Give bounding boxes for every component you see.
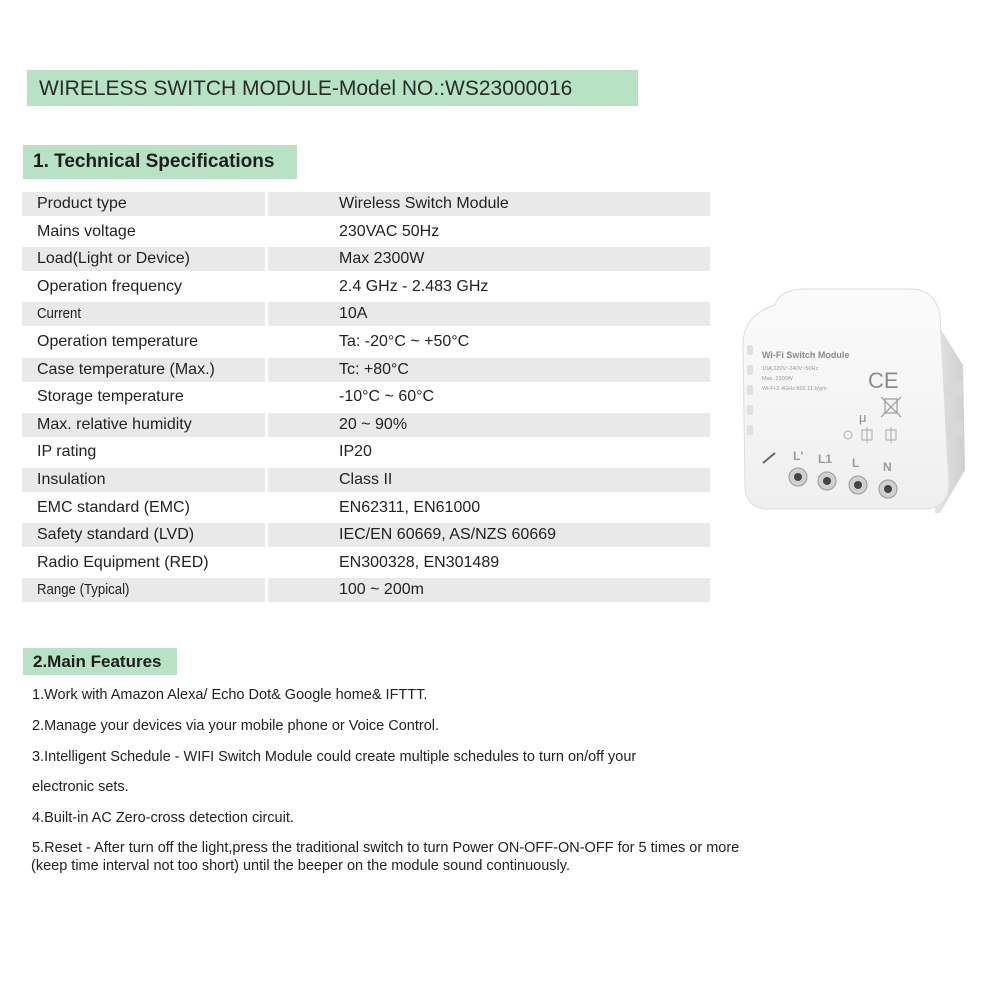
feature-item: 1.Work with Amazon Alexa/ Echo Dot& Google home& IFTTT.	[32, 687, 428, 703]
spec-label-cell	[22, 413, 265, 437]
spec-label: IP rating	[37, 443, 97, 461]
spec-value-cell	[268, 551, 710, 575]
spec-row	[22, 218, 710, 246]
spec-value: 100 ~ 200m	[339, 581, 424, 599]
mu-mark-icon: μ	[859, 410, 867, 425]
spec-row	[22, 549, 710, 577]
section-heading-text: 1. Technical Specifications	[33, 151, 275, 172]
spec-row	[22, 576, 710, 604]
spec-value-cell	[268, 385, 710, 409]
spec-value: IEC/EN 60669, AS/NZS 60669	[339, 526, 557, 544]
spec-label-cell	[22, 302, 265, 326]
spec-row	[22, 466, 710, 494]
spec-label: Case temperature (Max.)	[37, 360, 215, 378]
page-title: WIRELESS SWITCH MODULE-Model NO.:WS23000016	[39, 77, 573, 100]
spec-value-cell	[268, 192, 710, 216]
spec-row	[22, 438, 710, 466]
spec-label-cell	[22, 578, 265, 602]
spec-label-cell	[22, 523, 265, 547]
spec-label-cell	[22, 247, 265, 271]
spec-label-cell	[22, 275, 265, 299]
spec-label: Load(Light or Device)	[37, 250, 190, 268]
spec-label-cell	[22, 440, 265, 464]
section-heading-text: 2.Main Features	[33, 652, 162, 671]
section-technical-specifications-heading	[23, 145, 297, 179]
spec-value: Max 2300W	[339, 250, 425, 268]
spec-row	[22, 411, 710, 439]
spec-value-cell	[268, 440, 710, 464]
spec-row	[22, 273, 710, 301]
spec-label-cell	[22, 468, 265, 492]
spec-value-cell	[268, 496, 710, 520]
spec-row	[22, 383, 710, 411]
device-label-line3: Wi-Fi 2.4GHz 802.11 b/g/n	[762, 386, 827, 392]
spec-label: Product type	[37, 195, 127, 212]
spec-value: 2.4 GHz - 2.483 GHz	[339, 277, 489, 295]
spec-value: EN62311, EN61000	[339, 498, 481, 516]
spec-label-cell	[22, 358, 265, 382]
spec-label: Safety standard (LVD)	[37, 526, 195, 544]
spec-row	[22, 521, 710, 549]
spec-label-cell	[22, 385, 265, 409]
ce-mark-icon: CE	[868, 368, 899, 393]
spec-row	[22, 494, 710, 522]
spec-label: Operation temperature	[37, 332, 198, 350]
spec-row	[22, 328, 710, 356]
terminal-label-lprime: L'	[793, 449, 804, 463]
spec-label: Max. relative humidity	[37, 415, 192, 433]
feature-item: (keep time interval not too short) until the beeper on the module sound continuously.	[31, 858, 570, 874]
feature-item: electronic sets.	[32, 779, 129, 795]
spec-row	[22, 245, 710, 273]
spec-label: Current	[37, 305, 82, 323]
device-label-title: Wi-Fi Switch Module	[762, 350, 850, 360]
spec-row	[22, 190, 710, 218]
spec-value-cell	[268, 413, 710, 437]
spec-label-cell	[22, 551, 265, 575]
switch-module-image	[735, 285, 970, 515]
feature-item: 5.Reset - After turn off the light,press the traditional switch to turn Power ON-OFF-ON-OFF for 5 times or more	[32, 840, 740, 856]
spec-value: Wireless Switch Module	[339, 195, 509, 212]
spec-value-cell	[268, 523, 710, 547]
spec-value-cell	[268, 247, 710, 271]
spec-label-cell	[22, 330, 265, 354]
spec-label: Storage temperature	[37, 388, 184, 406]
spec-label: Range (Typical)	[37, 581, 130, 599]
spec-value: 230VAC 50Hz	[339, 222, 440, 240]
spec-value-cell	[268, 220, 710, 244]
spec-table	[22, 190, 710, 604]
spec-label: Mains voltage	[37, 222, 136, 240]
device-label-line2: Max. 2300W	[762, 376, 793, 382]
feature-item: 2.Manage your devices via your mobile phone or Voice Control.	[32, 718, 440, 734]
spec-value-cell	[268, 358, 710, 382]
spec-value: -10°C ~ 60°C	[339, 388, 435, 406]
page-title-banner	[27, 70, 638, 106]
spec-value: Tc: +80°C	[339, 360, 409, 378]
spec-label-cell	[22, 496, 265, 520]
spec-value-cell	[268, 330, 710, 354]
spec-label: Radio Equipment (RED)	[37, 553, 209, 571]
spec-label-cell	[22, 192, 265, 216]
feature-item: 3.Intelligent Schedule - WIFI Switch Module could create multiple schedules to turn on/off your	[32, 749, 637, 765]
spec-value-cell	[268, 468, 710, 492]
spec-label: Insulation	[37, 470, 106, 488]
terminal-label-n: N	[883, 460, 892, 474]
spec-row	[22, 356, 710, 384]
spec-value: IP20	[339, 443, 372, 461]
spec-value-cell	[268, 578, 710, 602]
spec-value: 10A	[339, 305, 368, 323]
spec-label: Operation frequency	[37, 277, 182, 295]
device-label-line1: 10A,220V~240V~50Hz	[762, 366, 819, 372]
section-main-features-heading	[23, 648, 177, 675]
spec-value: 20 ~ 90%	[339, 415, 408, 433]
spec-value: EN300328, EN301489	[339, 553, 500, 571]
feature-item: 4.Built-in AC Zero-cross detection circuit.	[32, 810, 294, 826]
spec-row	[22, 300, 710, 328]
terminal-label-l: L	[852, 456, 860, 470]
terminal-label-l1: L1	[818, 452, 833, 466]
spec-value-cell	[268, 302, 710, 326]
spec-label: EMC standard (EMC)	[37, 498, 190, 516]
spec-label-cell	[22, 220, 265, 244]
spec-value-cell	[268, 275, 710, 299]
spec-value: Ta: -20°C ~ +50°C	[339, 332, 470, 350]
spec-value: Class II	[339, 470, 393, 488]
